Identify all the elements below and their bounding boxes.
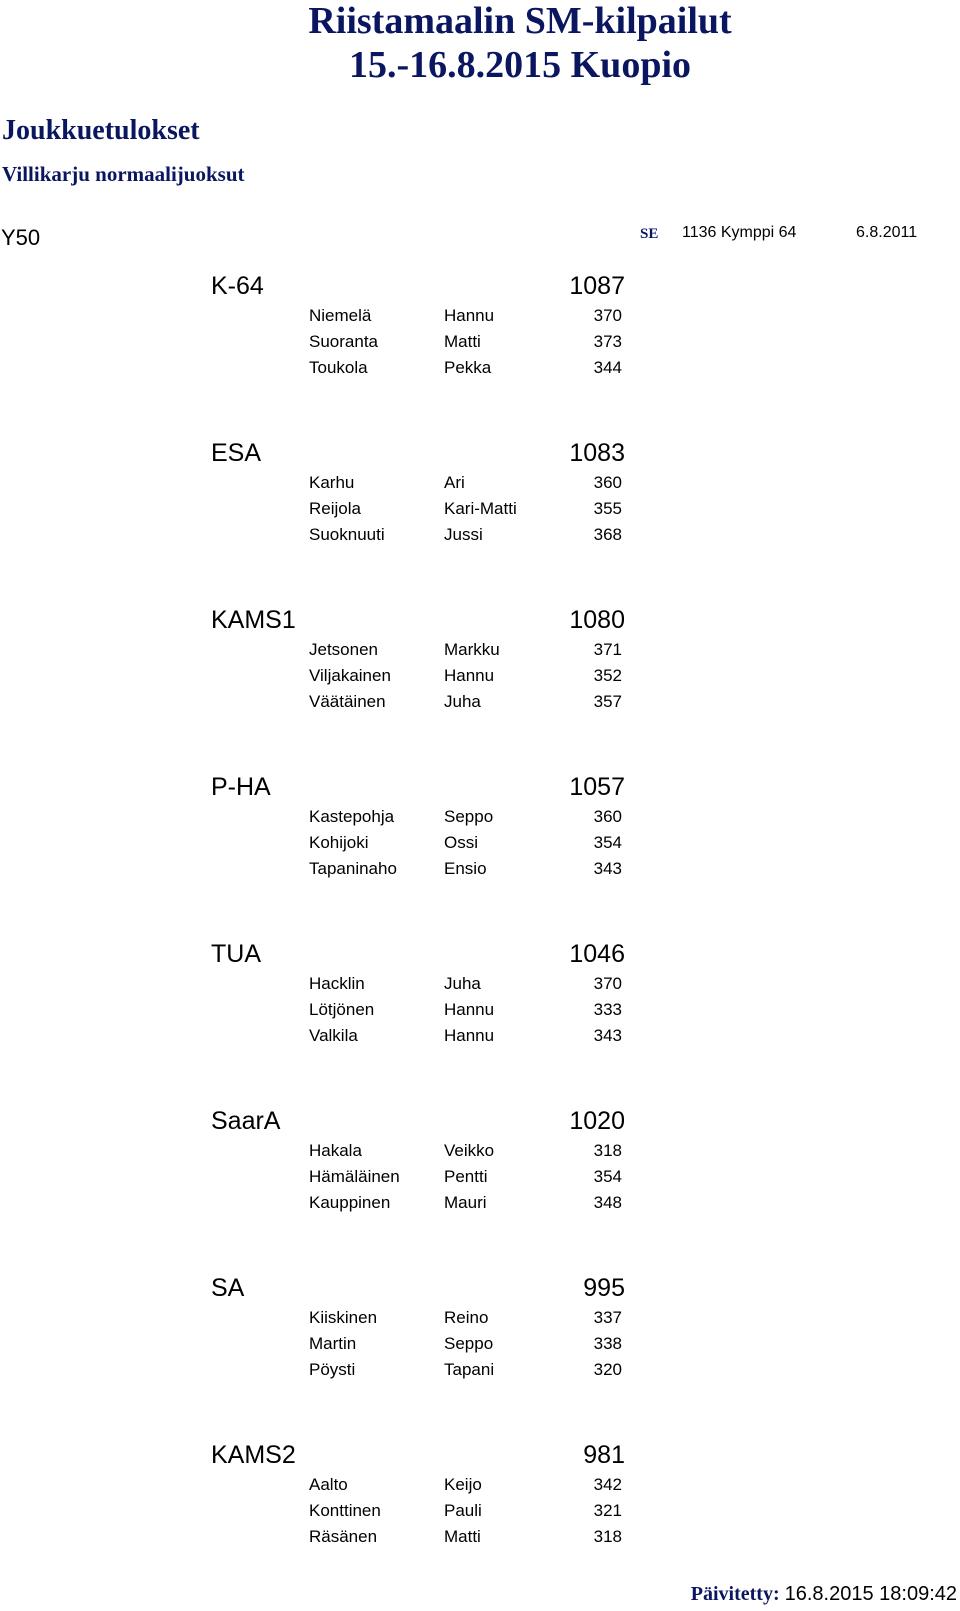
updated-footer [691,1583,957,1606]
member-score: 355 [593,499,622,518]
member-score: 352 [593,666,622,685]
member-last-name: Kohijoki [309,833,369,852]
record-date: 6.8.2011 [856,224,918,241]
team-block [0,272,960,439]
member-first-name: Kari-Matti [444,499,517,518]
member-row [0,1360,960,1386]
team-total: 1057 [569,773,625,801]
member-score: 357 [593,692,622,711]
updated-label: Päivitetty: [690,1583,780,1605]
member-row [0,640,960,666]
member-first-name: Pentti [444,1167,488,1186]
member-score: 343 [593,859,622,878]
member-last-name: Tapaninaho [309,859,397,878]
member-last-name: Hacklin [309,974,365,993]
member-first-name: Mauri [444,1193,487,1212]
team-name: KAMS1 [211,606,296,634]
member-score: 371 [593,640,622,659]
member-first-name: Keijo [444,1475,482,1494]
member-first-name: Veikko [444,1141,495,1160]
member-first-name: Hannu [444,1026,495,1045]
event-subtitle: Villikarju normaalijuoksut [2,162,245,186]
member-row [0,473,960,499]
member-last-name: Hakala [309,1141,362,1160]
member-score: 318 [593,1141,622,1160]
member-first-name: Hannu [444,1000,495,1019]
member-first-name: Seppo [444,1334,494,1353]
member-row [0,1334,960,1360]
member-row [0,1475,960,1501]
member-score: 370 [593,974,622,993]
team-block [0,606,960,773]
member-last-name: Niemelä [309,306,372,325]
member-score: 318 [593,1527,622,1546]
member-score: 321 [593,1501,622,1520]
member-row [0,1193,960,1219]
member-first-name: Ensio [444,859,487,878]
member-row [0,306,960,332]
member-row [0,1141,960,1167]
member-first-name: Matti [444,1527,481,1546]
team-total: 1046 [569,940,625,968]
member-score: 348 [593,1193,622,1212]
member-first-name: Pauli [444,1501,482,1520]
class-label: Y50 [1,225,41,250]
member-score: 344 [593,358,622,377]
record-abbreviation: SE [640,226,659,242]
member-last-name: Reijola [309,499,361,518]
team-name: K-64 [211,272,264,300]
member-score: 354 [593,833,622,852]
team-name: TUA [211,940,261,968]
team-block [0,773,960,940]
page-title-line1: Riistamaalin SM-kilpailut [308,0,732,42]
member-first-name: Seppo [444,807,494,826]
member-last-name: Lötjönen [309,1000,375,1019]
team-block [0,940,960,1107]
member-score: 337 [593,1308,622,1327]
member-row [0,666,960,692]
member-first-name: Ari [444,473,465,492]
member-last-name: Kiiskinen [309,1308,378,1327]
member-score: 368 [593,525,622,544]
member-last-name: Suoranta [309,332,378,351]
member-last-name: Väätäinen [309,692,386,711]
member-first-name: Matti [444,332,481,351]
member-first-name: Hannu [444,306,495,325]
member-last-name: Räsänen [309,1527,378,1546]
member-row [0,807,960,833]
member-row [0,499,960,525]
member-first-name: Reino [444,1308,489,1327]
member-row [0,1026,960,1052]
member-score: 354 [593,1167,622,1186]
member-last-name: Kastepohja [309,807,395,826]
team-total: 1080 [569,606,625,634]
member-row [0,1308,960,1334]
team-total: 995 [583,1274,625,1302]
member-row [0,358,960,384]
member-first-name: Jussi [444,525,483,544]
member-last-name: Pöysti [309,1360,356,1379]
member-last-name: Aalto [309,1475,348,1494]
member-score: 373 [593,332,622,351]
member-score: 360 [593,473,622,492]
team-total: 981 [583,1441,625,1469]
team-name: P-HA [211,773,271,801]
team-name: ESA [211,439,262,467]
member-first-name: Hannu [444,666,495,685]
member-first-name: Juha [444,974,481,993]
record-holder: 1136 Kymppi 64 [682,224,797,241]
member-score: 342 [593,1475,622,1494]
member-score: 370 [593,306,622,325]
team-block [0,1107,960,1274]
member-row [0,525,960,551]
member-row [0,974,960,1000]
member-last-name: Viljakainen [309,666,391,685]
member-row [0,1000,960,1026]
member-first-name: Tapani [444,1360,495,1379]
page-title-line2: 15.-16.8.2015 Kuopio [348,44,692,86]
member-last-name: Hämäläinen [309,1167,400,1186]
team-total: 1083 [569,439,625,467]
member-last-name: Suoknuuti [309,525,385,544]
member-last-name: Toukola [309,358,368,377]
member-row [0,1167,960,1193]
team-results-list [0,272,960,1608]
member-first-name: Ossi [444,833,478,852]
member-score: 338 [593,1334,622,1353]
member-score: 320 [593,1360,622,1379]
team-block [0,1274,960,1441]
team-name: SaarA [211,1107,281,1135]
member-score: 343 [593,1026,622,1045]
member-row [0,833,960,859]
member-last-name: Karhu [309,473,355,492]
member-last-name: Valkila [309,1026,358,1045]
member-row [0,859,960,885]
member-row [0,692,960,718]
team-block [0,439,960,606]
member-row [0,1501,960,1527]
member-last-name: Konttinen [309,1501,381,1520]
member-first-name: Juha [444,692,481,711]
member-score: 333 [593,1000,622,1019]
team-name: KAMS2 [211,1441,296,1469]
team-name: SA [211,1274,245,1302]
member-row [0,1527,960,1553]
member-first-name: Markku [444,640,500,659]
member-score: 360 [593,807,622,826]
section-title: Joukkuetulokset [2,115,200,146]
updated-timestamp: 16.8.2015 18:09:42 [784,1583,957,1605]
team-total: 1020 [569,1107,625,1135]
member-first-name: Pekka [444,358,492,377]
member-row [0,332,960,358]
member-last-name: Jetsonen [309,640,378,659]
team-total: 1087 [569,272,625,300]
member-last-name: Martin [309,1334,357,1353]
member-last-name: Kauppinen [309,1193,391,1212]
